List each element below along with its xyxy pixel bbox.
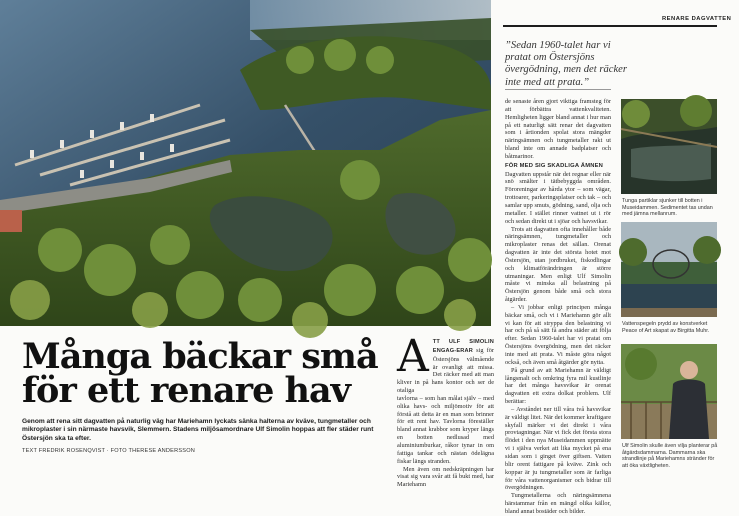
body-paragraph: På grund av att Mariehamn är väldigt långsmalt och omkring fyra mil kustlinje har det många havsvikar är orenat dagvatten ett extra dolkat problem. Ulf berättar: bbox=[505, 366, 611, 406]
header-rule bbox=[503, 25, 717, 27]
body-paragraph: de senaste åren gjort viktiga framsteg för att förbättra vattenkvaliteten. Hemligheten ligger bland annat i hur man på ett naturligt sätt renar det dagvatten som i årtionden spolat stora mängder näringsämnen och tungmetaller rakt ut bland inte om annade badplatser och båtmarinor. bbox=[505, 98, 611, 160]
portrait-photo bbox=[621, 344, 717, 439]
caption-sculpture: Vattenspegeln prydd av konstverket Peace of Art skapat av Birgitta Muhr. bbox=[622, 321, 710, 334]
drop-cap: A bbox=[397, 331, 429, 382]
body-paragraph: Dagvatten uppstår när det regnar eller när snö smälter i tätbebyggda områden. Föroreningar av hårda ytor – som vägar, trottoarer, parkeringsplatser och tak – och samlar upp smuts, gödning, sand, olja och metaller. I stället rinner vattnet ut i rör och sedan direkt ut i sjöar och havsvikar. bbox=[505, 170, 611, 225]
quote-divider bbox=[505, 89, 611, 90]
pull-quote: ”Sedan 1960-talet har vi pratat om Östersjöns övergödning, men det räcker inte med att prata.” bbox=[505, 40, 627, 88]
article-headline bbox=[22, 336, 392, 411]
headline-line-2: för ett renare hav bbox=[22, 370, 351, 411]
lead-rest: sig för Östersjöns välmående är ovanligt att missa. Det räcker med att man kliver in på hans kontor och ser de otaliga bbox=[397, 346, 494, 395]
article-ingress: Genom att rena sitt dagvatten på naturlig väg har Mariehamn lyckats sänka halterna av kväve, tungmetaller och mikroplaster i sin närmaste havsvik, Slemmern. Stadens miljösamordnare Ulf Simolin hoppas att fler städer runt Östersjön ska ta efter. bbox=[22, 418, 374, 442]
body-paragraph: tavlorna – som han målat själv – med olika havs- och miljömotiv för att förstå att detta är en man som brinner för ett rent hav. Tavlorna föreställer bland annat krabbor som kryper längs en botten nedlusad med aluminiumburkar, råkor tynar in om fattiga tankar och nästan ödelägna fiskar längs stranden. bbox=[397, 394, 494, 465]
body-column-1 bbox=[397, 331, 494, 489]
headline-line-1: Många bäckar små bbox=[22, 336, 378, 377]
section-label: RENARE DAGVATTEN bbox=[662, 16, 732, 22]
body-paragraph: Tungmetallerna och näringsämnena härstammar från en mängd olika källor, bland annat bostäder och bilder. bbox=[505, 492, 611, 515]
article-byline: TEXT FREDRIK ROSENQVIST · FOTO THERESE ANDERSSON bbox=[22, 448, 195, 454]
body-paragraph: – Avståndet ner till våra två havsvikar är väldigt litet. När det kommer kraftigare skyfall märker vi det direkt i våra provtagningar. När vi fick det första stora flödet i den nya Museidammen uppmätte vi i själva verket att lika mycket på ena sidan som i ginget över giftsen. Vatten blir orent fattigare på kväve. Zink och koppar är ju tungmetaller som är farliga för våra vattenorganismer och bidrar till övergödningen. bbox=[505, 405, 611, 492]
aerial-harbor-photo bbox=[0, 0, 491, 326]
body-paragraph: Men även om nedskräpningen har visat sig vara svår att få bukt med, har Mariehamn bbox=[397, 465, 494, 489]
sculpture-photo bbox=[621, 222, 717, 317]
caption-pond: Tunga partiklar sjunker till botten i Museidammen. Sedimentet tas undan med jämna mellanrum. bbox=[622, 198, 713, 218]
body-paragraph: Trots att dagvatten ofta innehåller både näringsämnen, tungmetaller och mikroplaster renas det sällan. Orenat dagvatten är inte det största hotet mot Östersjön, utan jordbruket, fiskodlingar och klimatförändringen är större utmaningar. Men enligt Ulf Simolin måste vi minska all belastning på Östersjön genom både små och stora åtgärder. bbox=[505, 225, 611, 304]
pond-photo bbox=[621, 99, 717, 194]
body-column-2 bbox=[505, 98, 611, 515]
body-paragraph: – Vi jobbar enligt principen många bäckar små, och vi i Mariehamn gör allt vi kan för att stryppa den belastning vi har och på så sätt få andra städer att följa efter. Sedan 1960-talet har vi pratat om Östersjöns övergödning, men det räcker inte med att prata. Vi måste göra något också, och även små åtgärder gör nytta. bbox=[505, 303, 611, 366]
caption-portrait: Ulf Simolin skulle även vilja planterar på åtgärdsdammarna. Dammarna ska strandlinje på Mariehamns stränder för att öka växtligheten. bbox=[622, 443, 718, 469]
lead-caps: TT ULF SIMOLIN ENGAG-ERAR bbox=[432, 339, 494, 354]
subheading: FÖR MED SIG SKADLIGA ÄMNEN bbox=[505, 162, 604, 169]
